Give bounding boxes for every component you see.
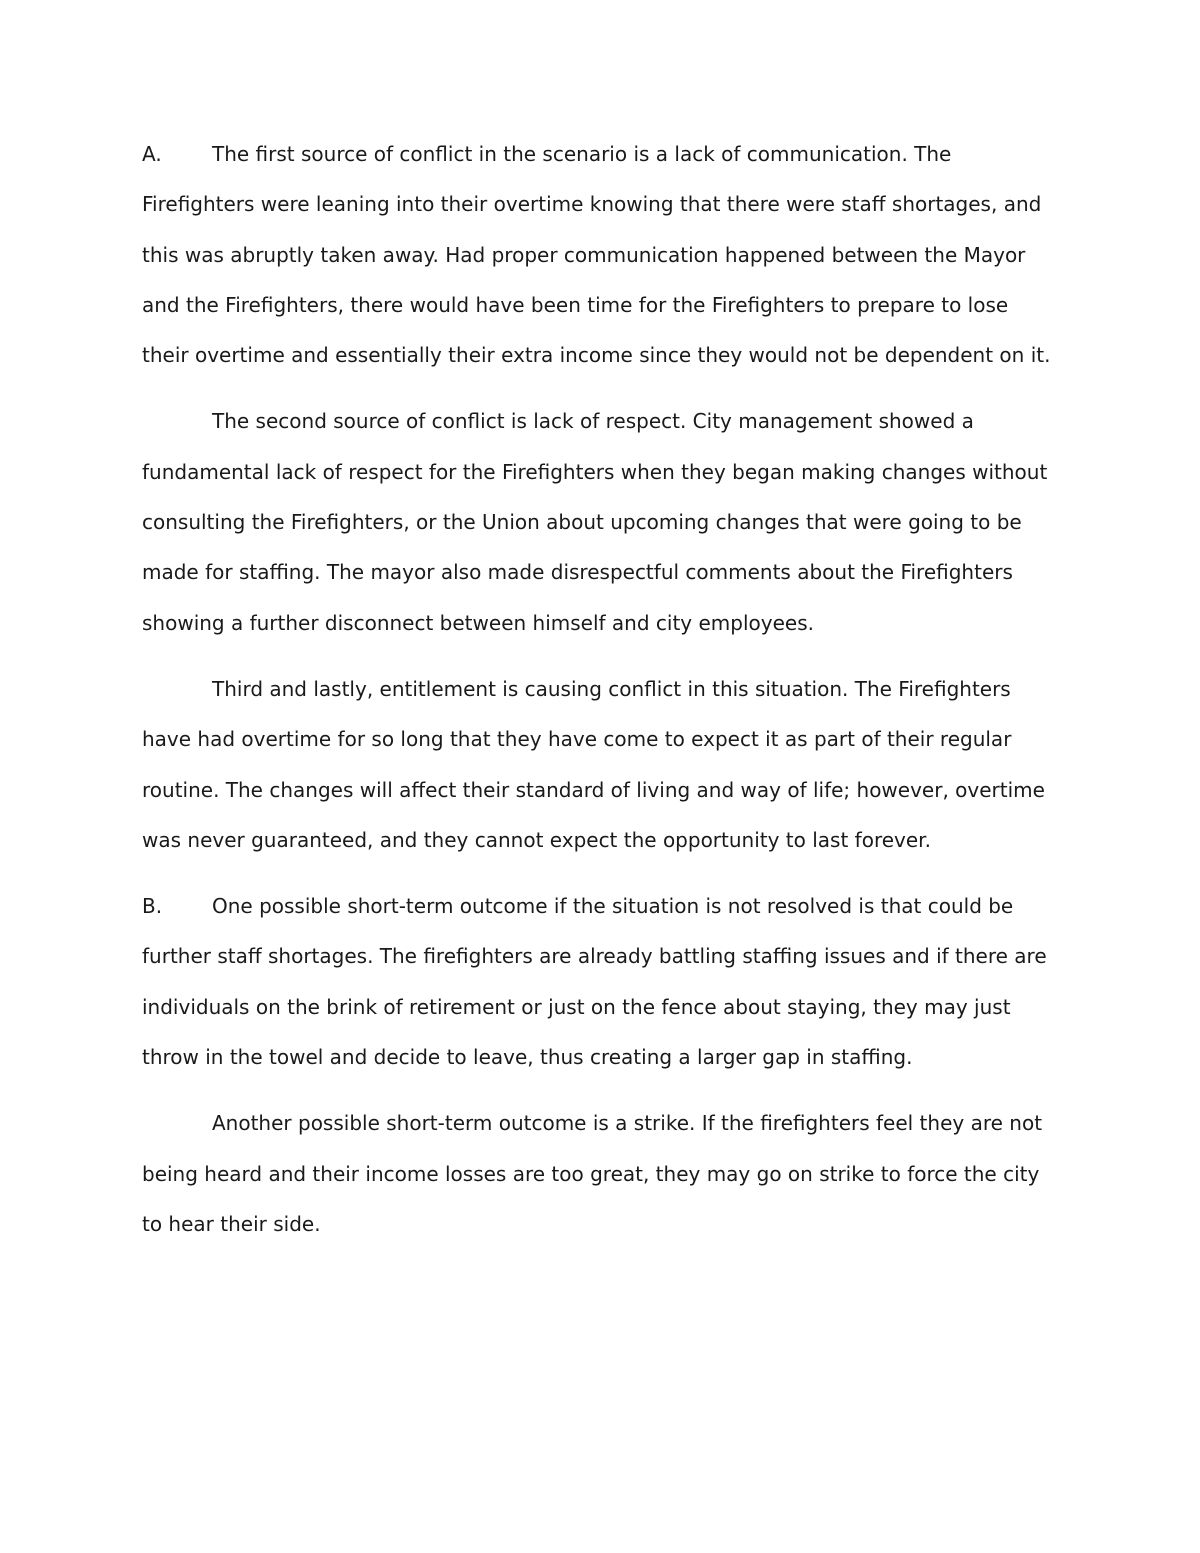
section-a-paragraph-2: The second source of conflict is lack of respect. City management showed a fundamental lack of respect for the Firefighters when they began making changes without consulting the Firefighters, or the Union about upcoming changes that were going to be made for staffing. The mayor also made disrespectful comments about the Firefighters showing a further disconnect between himself and city employees. bbox=[142, 409, 1048, 635]
section-b-paragraph-2: Another possible short-term outcome is a strike. If the firefighters feel they are not being heard and their income losses are too great, they may go on strike to force the city to hear their side. bbox=[142, 1111, 1043, 1236]
section-a-label: A. bbox=[142, 142, 162, 166]
section-a-paragraph-1-text: The first source of conflict in the scenario is a lack of communication. The Firefighters were leaning into their overtime knowing that there were staff shortages, and this was abruptly taken away. Had proper communication happened between the Mayor and the Firefighters, there would have been time for the Firefighters to prepare to lose their overtime and essentially their extra income since they would not be dependent on it. bbox=[142, 142, 1051, 368]
section-a-paragraph-1 bbox=[142, 129, 1052, 380]
section-a-paragraph-3: Third and lastly, entitlement is causing conflict in this situation. The Firefighters have had overtime for so long that they have come to expect it as part of their regular routine. The changes will affect their standard of living and way of life; however, overtime was never guaranteed, and they cannot expect the opportunity to last forever. bbox=[142, 676, 1045, 852]
section-b-paragraph-1-text: One possible short-term outcome if the situation is not resolved is that could be further staff shortages. The firefighters are already battling staffing issues and if there are individuals on the brink of retirement or just on the fence about staying, they may just throw in the towel and decide to leave, thus creating a larger gap in staffing. bbox=[142, 894, 1047, 1070]
section-b-paragraph-1 bbox=[142, 881, 1052, 1082]
document-body bbox=[142, 129, 1052, 1265]
section-b-label: B. bbox=[142, 894, 163, 919]
